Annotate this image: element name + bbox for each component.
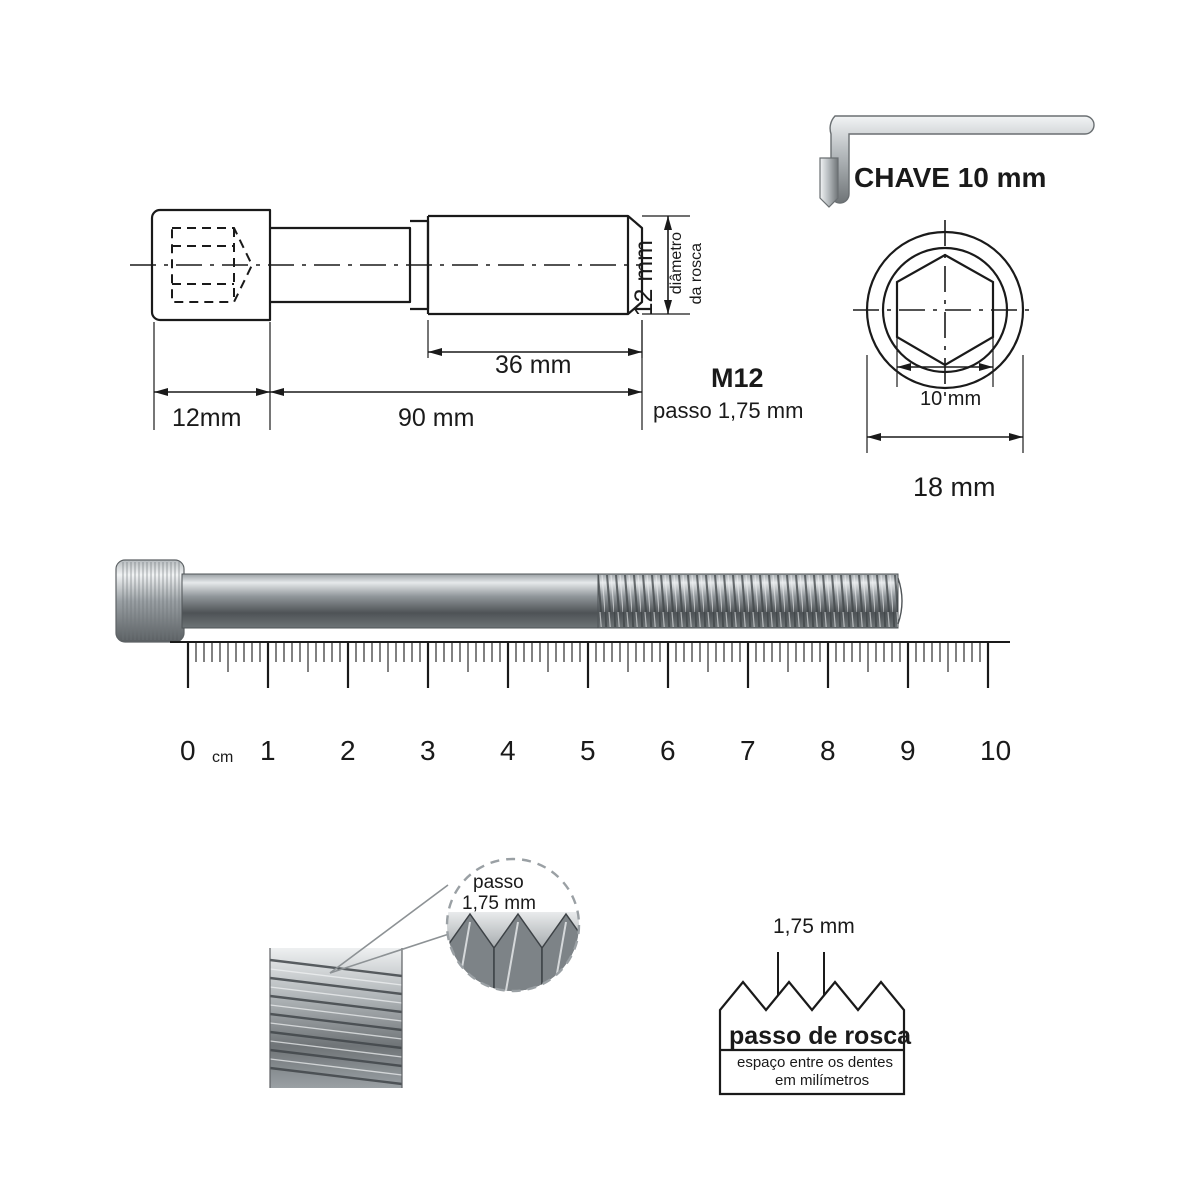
- spec-pitch: passo 1,75 mm: [653, 398, 804, 423]
- ruler-tick-label: 4: [500, 735, 516, 766]
- ruler-tick-label: 0: [180, 735, 196, 766]
- dimension-thread-length: 36 mm: [495, 351, 572, 379]
- pitch-measure-label: 1,75 mm: [773, 915, 855, 938]
- dimension-socket-size: 10 mm: [920, 388, 982, 410]
- pitch-diagram-subtitle-line1: espaço entre os dentes: [737, 1054, 893, 1071]
- ruler-tick-labels: [150, 735, 1030, 775]
- pitch-bubble-label-line2: 1,75 mm: [462, 893, 536, 914]
- dimension-thread-diameter: 12 mm: [630, 240, 658, 317]
- pitch-diagram-title: passo de rosca: [729, 1022, 912, 1050]
- ruler-unit-label: cm: [212, 749, 234, 766]
- bolt-head-end-view: [845, 215, 1135, 500]
- dimension-head-diameter: 18 mm: [913, 472, 996, 502]
- ruler-tick-label: 6: [660, 735, 676, 766]
- ruler-tick-label: 8: [820, 735, 836, 766]
- dimension-head-length: 12mm: [172, 404, 242, 432]
- ruler-tick-label: 9: [900, 735, 916, 766]
- ruler-tick-label: 2: [340, 735, 356, 766]
- spec-designation: M12: [711, 363, 764, 393]
- ruler-tick-label: 1: [260, 735, 276, 766]
- ruler-tick-label: 5: [580, 735, 596, 766]
- thread-diameter-caption-line2: da rosca: [688, 243, 705, 305]
- ruler-tick-label: 7: [740, 735, 756, 766]
- ruler-tick-label: 10: [980, 735, 1012, 766]
- dimension-total-length: 90 mm: [398, 404, 475, 432]
- ruler-tick-label: 3: [420, 735, 436, 766]
- thread-diameter-caption-line1: diâmetro: [668, 232, 685, 295]
- key-label: CHAVE 10 mm: [854, 162, 1047, 193]
- pitch-diagram-subtitle-line2: em milímetros: [775, 1072, 870, 1089]
- ruler: [170, 640, 1010, 700]
- pitch-bubble-label-line1: passo: [473, 872, 524, 893]
